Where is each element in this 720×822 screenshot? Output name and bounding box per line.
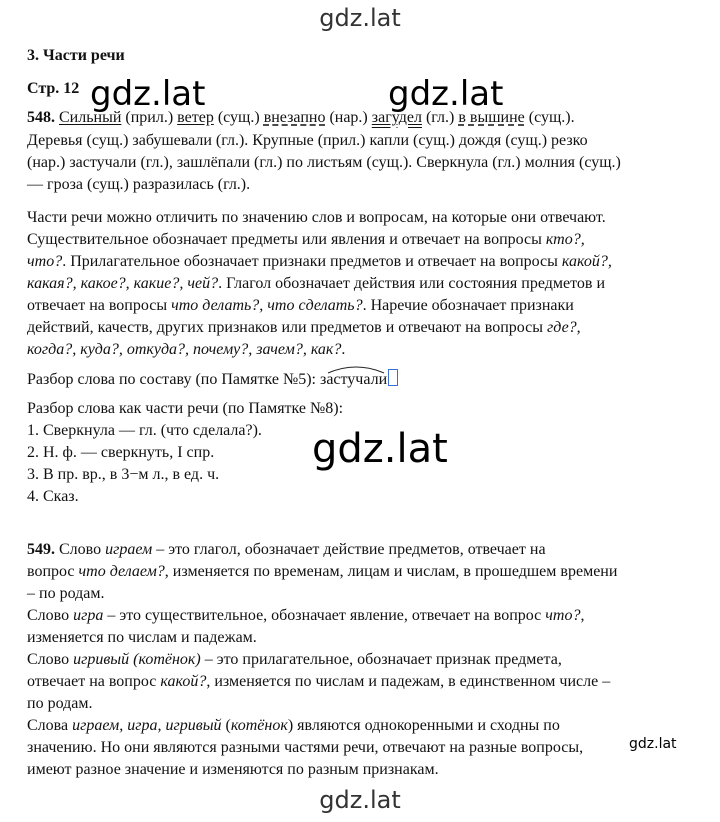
ex549-text: Слово — [55, 541, 106, 558]
ex549-number: 549. — [27, 541, 55, 558]
ex549-term: играем, игра, игривый — [72, 717, 222, 734]
word-vnezapno: внезапно — [263, 109, 326, 126]
ex549-term: что? — [545, 607, 581, 624]
theory-line-3 — [27, 251, 612, 272]
watermark-overlay-right: gdz.lat — [388, 74, 504, 114]
ex548-line-4: — гроза (сущ.) разразилась (гл.). — [27, 176, 251, 193]
ending-box-icon — [388, 369, 398, 386]
ex548-line-2: Деревья (сущ.) забушевали (гл.). Крупные (прил.) капли (сущ.) дождя (сущ.) резко — [27, 132, 588, 149]
ex549-text: , изменяется по временам, лицам и числам, в прошедшем времени — [164, 563, 618, 580]
ex549-line-2 — [27, 561, 617, 582]
section-heading: 3. Части речи — [27, 47, 125, 64]
ex549-term: котёнок — [230, 717, 288, 734]
word-zagudel: загудел — [371, 109, 422, 126]
theory-line-4 — [27, 273, 605, 294]
theory-question: какая?, какое?, какие?, чей? — [27, 275, 219, 292]
ex549-term: играем — [105, 541, 153, 558]
theory-question: когда?, куда?, откуда?, почему?, зачем?, как? — [27, 341, 342, 358]
morph-parse-label: Разбор слова по составу (по Памятке №5): — [27, 371, 320, 388]
theory-question: кто?, — [545, 231, 585, 248]
ex549-line-9 — [27, 715, 560, 736]
page-reference: Стр. 12 — [27, 80, 80, 97]
theory-text: . Наречие обозначает признаки — [362, 297, 574, 314]
ex548-number: 548. — [27, 109, 55, 126]
watermark-overlay-center: gdz.lat — [312, 426, 448, 472]
pos-tag: (прил.) — [121, 109, 178, 126]
ex549-text: – это глагол, обозначает действие предметов, отвечает на — [152, 541, 546, 558]
root-arc-icon — [326, 363, 386, 375]
ex549-text: , — [580, 607, 585, 624]
watermark-bottom: gdz.lat — [319, 786, 401, 814]
ex549-line-1 — [27, 539, 546, 560]
theory-text: Существительное обозначает предметы или явления и отвечает на вопросы — [27, 231, 546, 248]
pos-tag: (нар.) — [325, 109, 372, 126]
ex549-term: игра — [73, 607, 104, 624]
pos-parse-item-2: 2. Н. ф. — сверкнуть, I спр. — [27, 444, 215, 461]
watermark-overlay-left: gdz.lat — [90, 74, 206, 114]
pos-tag: (сущ.). — [524, 109, 575, 126]
theory-question: что делать?, что сделать? — [171, 297, 363, 314]
theory-question: что? — [27, 253, 63, 270]
ex549-term: что делаем? — [78, 563, 165, 580]
ex549-line-3: – по родам. — [27, 585, 105, 602]
ex549-line-11: имеют разное значение и изменяются по разным признакам. — [27, 761, 439, 778]
theory-text: . Прилагательное обозначает признаки предметов и отвечает на вопросы — [62, 253, 562, 270]
ex549-text: Слово — [27, 607, 74, 624]
theory-text: отвечает на вопросы — [27, 297, 172, 314]
ex549-line-7 — [27, 671, 610, 692]
ex549-text: отвечает на вопрос — [27, 673, 161, 690]
ex548-line-3: (нар.) застучали (гл.), зашлёпали (гл.) по листьям (сущ.). Сверкнула (гл.) молния (сущ.) — [27, 154, 621, 171]
morph-parse-word-wrap — [320, 371, 398, 388]
ex549-text: Слово — [27, 651, 74, 668]
word-v-vyshine: в вышине — [458, 109, 525, 126]
ex549-text: Слова — [27, 717, 73, 734]
ex549-line-6 — [27, 649, 562, 670]
theory-text: действий, качеств, других признаков или предметов и отвечают на вопросы — [27, 319, 548, 336]
watermark-overlay-small: gdz.lat — [629, 736, 677, 752]
morph-parse-word: застучали — [320, 371, 388, 388]
ex549-line-8: по родам. — [27, 695, 93, 712]
ex549-term: игривый (котёнок) — [73, 651, 201, 668]
watermark-top: gdz.lat — [319, 4, 401, 32]
pos-parse-label: Разбор слова как части речи (по Памятке №8): — [27, 400, 344, 417]
theory-line-1: Части речи можно отличить по значению слов и вопросам, на которые они отвечают. — [27, 209, 606, 226]
pos-tag: (гл.) — [421, 109, 459, 126]
theory-line-2 — [27, 229, 585, 250]
pos-parse-item-1: 1. Сверкнула — гл. (что сделала?). — [27, 422, 262, 439]
ex549-text: вопрос — [27, 563, 79, 580]
word-veter: ветер — [177, 109, 214, 126]
theory-question: где?, — [547, 319, 581, 336]
ex549-text: – это прилагательное, обозначает признак предмета, — [200, 651, 562, 668]
theory-line-6 — [27, 317, 581, 338]
ex549-term: какой? — [160, 673, 207, 690]
ex549-text: – это существительное, обозначает явление, отвечает на вопрос — [103, 607, 546, 624]
theory-text: . Глагол обозначает действия или состояния предметов и — [218, 275, 605, 292]
pos-parse-item-4: 4. Сказ. — [27, 488, 79, 505]
word-silnyi: Сильный — [59, 109, 122, 126]
ex549-line-10: значению. Но они являются разными частями речи, отвечают на разные вопросы, — [27, 739, 584, 756]
morph-parse-line — [27, 369, 398, 390]
theory-line-5 — [27, 295, 574, 316]
ex549-text: ( — [221, 717, 231, 734]
theory-question: какой?, — [561, 253, 612, 270]
ex549-text: , изменяется по числам и падежам, в единственном числе – — [206, 673, 611, 690]
pos-tag: (сущ.) — [213, 109, 264, 126]
theory-text: . — [341, 341, 346, 358]
ex549-line-5: изменяется по числам и падежам. — [27, 629, 257, 646]
theory-line-7 — [27, 339, 345, 360]
ex549-text: ) являются однокоренными и сходны по — [287, 717, 560, 734]
pos-parse-item-3: 3. В пр. вр., в 3−м л., в ед. ч. — [27, 466, 220, 483]
ex549-line-4 — [27, 605, 584, 626]
